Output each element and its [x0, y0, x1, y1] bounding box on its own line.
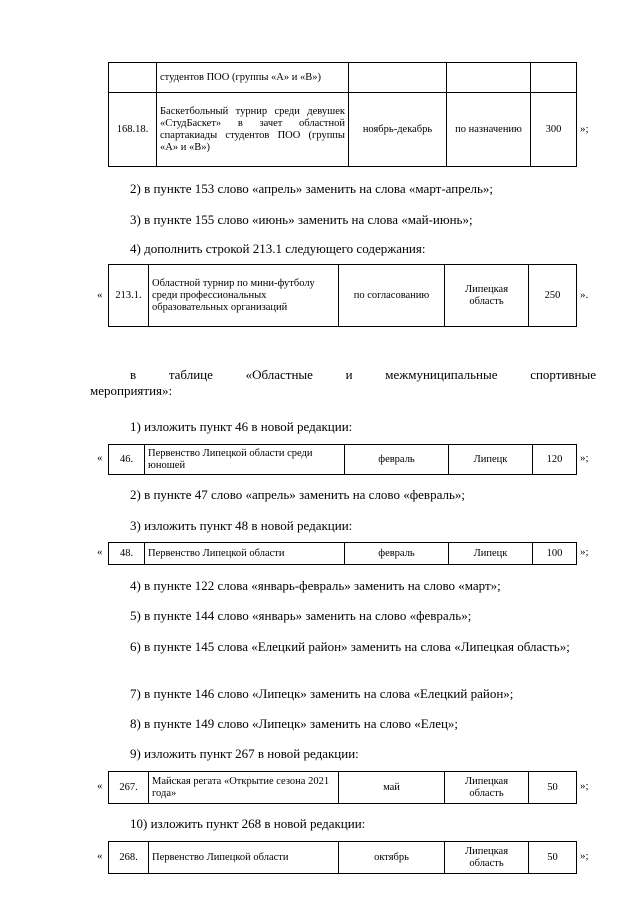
cell-name: Первенство Липецкой области среди юношей [145, 445, 345, 475]
cell-place [447, 63, 531, 93]
opening-quote: « [97, 452, 103, 464]
table-row-267 [108, 771, 577, 804]
cell-num: 168.18. [109, 93, 157, 167]
paragraph: 3) изложить пункт 48 в новой редакции: [130, 518, 353, 533]
cell-period: ноябрь-декабрь [349, 93, 447, 167]
table-row [109, 543, 577, 565]
cell-period: май [339, 772, 445, 804]
cell-place: по назначению [447, 93, 531, 167]
cell-count: 50 [529, 842, 577, 874]
cell-count: 300 [531, 93, 577, 167]
closing-quote: »; [580, 546, 589, 558]
cell-count: 100 [533, 543, 577, 565]
table-top [108, 62, 577, 167]
cell-place: Липецк [449, 543, 533, 565]
paragraph: 2) в пункте 47 слово «апрель» заменить на слово «февраль»; [130, 487, 465, 502]
cell-name: Областной турнир по мини-футболу среди профессиональных образовательных организаций [149, 265, 339, 327]
paragraph: 8) в пункте 149 слово «Липецк» заменить на слово «Елец»; [130, 716, 459, 731]
paragraph: 6) в пункте 145 слова «Елецкий район» заменить на слова «Липецкая область»; [130, 639, 570, 654]
closing-quote: »; [580, 452, 589, 464]
cell-place: Липецкая область [445, 772, 529, 804]
table-row [109, 93, 577, 167]
cell-count: 250 [529, 265, 577, 327]
closing-quote: »; [580, 123, 589, 135]
cell-period: февраль [345, 445, 449, 475]
closing-quote: »; [580, 780, 589, 792]
paragraph: 3) в пункте 155 слово «июнь» заменить на слова «май-июнь»; [130, 212, 473, 227]
cell-period: февраль [345, 543, 449, 565]
table-row-268 [108, 841, 577, 874]
cell-period: по согласованию [339, 265, 445, 327]
opening-quote: « [97, 780, 103, 792]
paragraph: 9) изложить пункт 267 в новой редакции: [130, 746, 359, 761]
table-row [109, 445, 577, 475]
cell-place: Липецкая область [445, 842, 529, 874]
closing-quote: ». [580, 289, 589, 301]
cell-num: 268. [109, 842, 149, 874]
table-row [109, 265, 577, 327]
cell-name: Первенство Липецкой области [145, 543, 345, 565]
cell-num: 48. [109, 543, 145, 565]
table-row [109, 772, 577, 804]
paragraph: 4) в пункте 122 слова «январь-февраль» заменить на слово «март»; [130, 578, 501, 593]
cell-num: 267. [109, 772, 149, 804]
paragraph: 4) дополнить строкой 213.1 следующего содержания: [130, 241, 426, 256]
paragraph: 2) в пункте 153 слово «апрель» заменить на слова «март-апрель»; [130, 181, 494, 196]
opening-quote: « [97, 850, 103, 862]
cell-name: Баскетбольный турнир среди девушек «СтудБаскет» в зачет областной спартакиады студентов ПОО (группы «А» и «В») [157, 93, 349, 167]
cell-count: 50 [529, 772, 577, 804]
table-row-213-1 [108, 264, 577, 327]
cell-place: Липецк [449, 445, 533, 475]
cell-period [349, 63, 447, 93]
paragraph: 7) в пункте 146 слово «Липецк» заменить на слова «Елецкий район»; [130, 686, 514, 701]
table-row-48 [108, 542, 577, 565]
cell-num: 213.1. [109, 265, 149, 327]
cell-name: Первенство Липецкой области [149, 842, 339, 874]
cell-place: Липецкая область [445, 265, 529, 327]
cell-period: октябрь [339, 842, 445, 874]
table-row [109, 842, 577, 874]
paragraph: 10) изложить пункт 268 в новой редакции: [130, 816, 366, 831]
cell-name: Майская регата «Открытие сезона 2021 года» [149, 772, 339, 804]
cell-name: студентов ПОО (группы «А» и «В») [157, 63, 349, 93]
paragraph-intro: в таблице «Областные и межмуниципальные спортивные мероприятия»: [90, 367, 596, 398]
opening-quote: « [97, 546, 103, 558]
paragraph: 5) в пункте 144 слово «январь» заменить на слово «февраль»; [130, 608, 472, 623]
closing-quote: »; [580, 850, 589, 862]
table-row-46 [108, 444, 577, 475]
opening-quote: « [97, 289, 103, 301]
cell-count: 120 [533, 445, 577, 475]
paragraph: 1) изложить пункт 46 в новой редакции: [130, 419, 353, 434]
cell-num [109, 63, 157, 93]
table-row [109, 63, 577, 93]
cell-num: 46. [109, 445, 145, 475]
cell-count [531, 63, 577, 93]
